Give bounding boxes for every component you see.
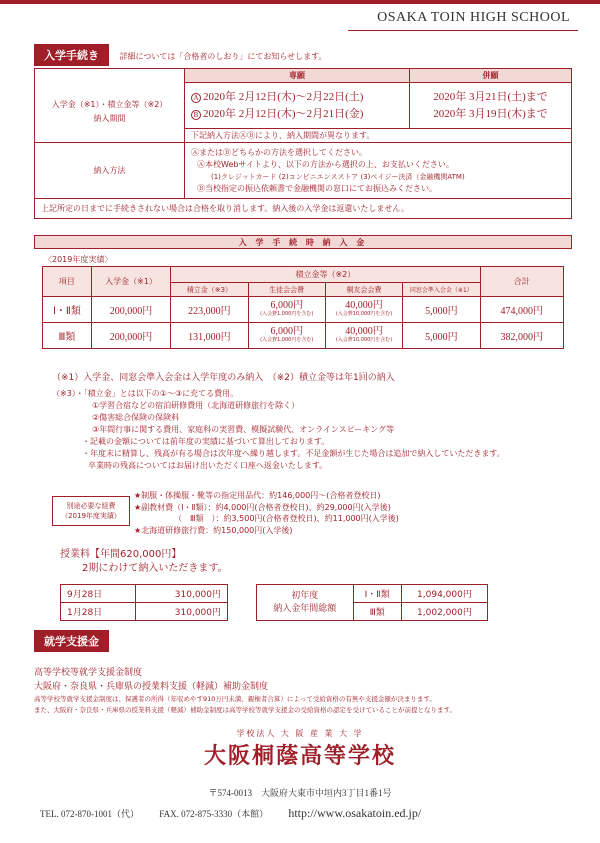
support-tag: 就学支援金 bbox=[34, 630, 109, 652]
h-seito: 生徒会会費 bbox=[248, 283, 325, 297]
fees-note-1: （※1）入学金、同窓会準入会金は入学年度のみ納入 （※2）積立金等は年1回の納入 bbox=[52, 373, 395, 383]
sengan-b-date: 2020年 2月12日(木)～2月21日(金) bbox=[203, 107, 364, 120]
table-row: 1月28日 310,000円 bbox=[61, 603, 228, 621]
h-total: 合計 bbox=[480, 267, 563, 297]
h-item: 項目 bbox=[43, 267, 92, 297]
admission-note: 詳細については「合格者のしおり」にてお知らせします。 bbox=[119, 52, 327, 61]
heigan-period bbox=[410, 83, 572, 129]
school-logo bbox=[0, 728, 600, 770]
table-row: 初年度 納入金年間総額 Ⅰ・Ⅱ類 1,094,000円 bbox=[257, 585, 488, 603]
fees-year-note: 〈2019年度実績〉 bbox=[44, 255, 113, 264]
col-sengan: 専願 bbox=[185, 69, 410, 83]
top-rule bbox=[0, 0, 600, 4]
sengan-a-date: 2020年 2月12日(木)～2月22日(土) bbox=[203, 90, 364, 103]
address: 〒574-0013 大阪府大東市中垣内3丁目1番1号 bbox=[208, 788, 392, 798]
admission-tag: 入学手続き bbox=[34, 44, 109, 66]
col-heigan: 併願 bbox=[410, 69, 572, 83]
table-row: Ⅲ類 200,000円 131,000円 6,000円 (入会費1,000円を含む) 40,000円 (入会費10,000円を含む) 5,000円 382,000円 bbox=[43, 323, 564, 349]
support-body: 高等学校等就学支援金制度 大阪府・奈良県・兵庫県の授業料支援（軽減）補助金制度 高等学校等就学支援金制度は、保護者の所得（年収めやす910万円未満、親権者合算）によって受給資格の有無や支援金額が決まります。 また、大阪府・奈良県・兵庫県の授業料支援（軽減）補助金制度は高等学校等就学支援金の受給資格の認定を受けていることが前提となります。 bbox=[34, 668, 456, 714]
school-name-en: OSAKA TOIN HIGH SCHOOL bbox=[377, 10, 570, 25]
heigan-b-date: 2020年 3月19日(木)まで bbox=[433, 107, 548, 120]
method-detail: ⒶまたはⒷどちらかの方法を選択してください。 Ⓐ本校Webサイトより、以下の方法から選択の上、お支払いください。 (1)クレジットカード (2)コンビニエンスストア (3)ペイジー決済（金融機関ATM) Ⓑ当校指定の振込依頼書で金融機関の窓口にてお振込みください。 bbox=[185, 143, 572, 199]
admission-table bbox=[34, 68, 572, 219]
extra-lines: ★制服・体操服・靴等の指定用品代：約146,000円～(合格者登校日) ★副教材費（Ⅰ・Ⅱ類）：約4,000円(合格者登校日)、約29,000円(入学後) （ Ⅲ類 ）：約3,500円(合格者登校日)、約11,000円(入学後) ★北海道研修旅行費：約150,000円(入学後) bbox=[134, 491, 399, 535]
support-header bbox=[34, 630, 109, 652]
h-tsumitate: 積立金（※3） bbox=[171, 283, 248, 297]
heigan-a-date: 2020年 3月21日(土)まで bbox=[433, 90, 548, 103]
table-row: Ⅰ・Ⅱ類 200,000円 223,000円 6,000円 (入会費1,000円を含む) 40,000円 (入会費10,000円を含む) 5,000円 474,000円 bbox=[43, 297, 564, 323]
sengan-note: 下記納入方法ⒶⒷにより、納入期間が異なります。 bbox=[185, 129, 572, 143]
sengan-period: A 2020年 2月12日(木)～2月22日(土) B 2020年 2月12日(木)～2月21日(金) bbox=[185, 83, 410, 129]
cancel-note: 上記所定の日までに手続きされない場合は合格を取り消します。納入後の入学金は返還いたしません。 bbox=[35, 199, 572, 219]
total-table bbox=[256, 584, 488, 621]
h-tsumitate-group: 積立金等（※2） bbox=[171, 267, 480, 283]
fax: FAX. 072-875-3330（本館） bbox=[159, 809, 269, 819]
fees-band: 入 学 手 続 時 納 入 金 bbox=[34, 235, 572, 249]
corp-name: 学校法人 大 阪 産 業 大 学 bbox=[236, 729, 364, 738]
contact-line bbox=[40, 806, 421, 821]
table-row: 9月28日 310,000円 bbox=[61, 585, 228, 603]
tuition-head: 授業料【年間620,000円】 2期にわけて納入いただきます。 bbox=[60, 549, 228, 574]
h-entry: 入学金（※1） bbox=[91, 267, 170, 297]
header-divider bbox=[348, 30, 578, 31]
h-dousou: 桐友会会費 bbox=[325, 283, 402, 297]
extra-box: 別途必要な経費 （2019年度実績） bbox=[52, 496, 130, 526]
period-label: 入学金（※1）・積立金等（※2） 納入期間 bbox=[35, 83, 185, 143]
website-link[interactable]: http://www.osakatoin.ed.jp/ bbox=[288, 806, 422, 820]
tuition-table bbox=[60, 584, 228, 621]
fees-table bbox=[42, 266, 564, 349]
method-label: 納入方法 bbox=[35, 143, 185, 199]
table-row: Ⅲ類 1,002,000円 bbox=[257, 603, 488, 621]
admission-header bbox=[34, 44, 327, 66]
tel: TEL. 072-870-1001（代） bbox=[40, 809, 139, 819]
school-name: 大阪桐蔭高等学校 bbox=[203, 743, 396, 769]
h-junbi: 同窓会準入会金（※1） bbox=[403, 283, 480, 297]
fees-note-3: （※3）・「積立金」とは以下の①～③に充てる費用。 ①学習合宿などの宿泊研修費用（北海道研修旅行を除く） ②傷害総合保険の保険料 ③年間行事に関する費用、家庭科の実習費、模擬試験代、オンラインスピーキング等 ・記載の金額については前年度の実績に基づいて算出しております。 ・年度末に精算し、残高が有る場合は次年度へ繰り越します。不足金額が生じた場合は追加で納入していただきます。 卒業時の残高についてはお届け出いただく口座へ返金いたします。 bbox=[52, 389, 505, 470]
